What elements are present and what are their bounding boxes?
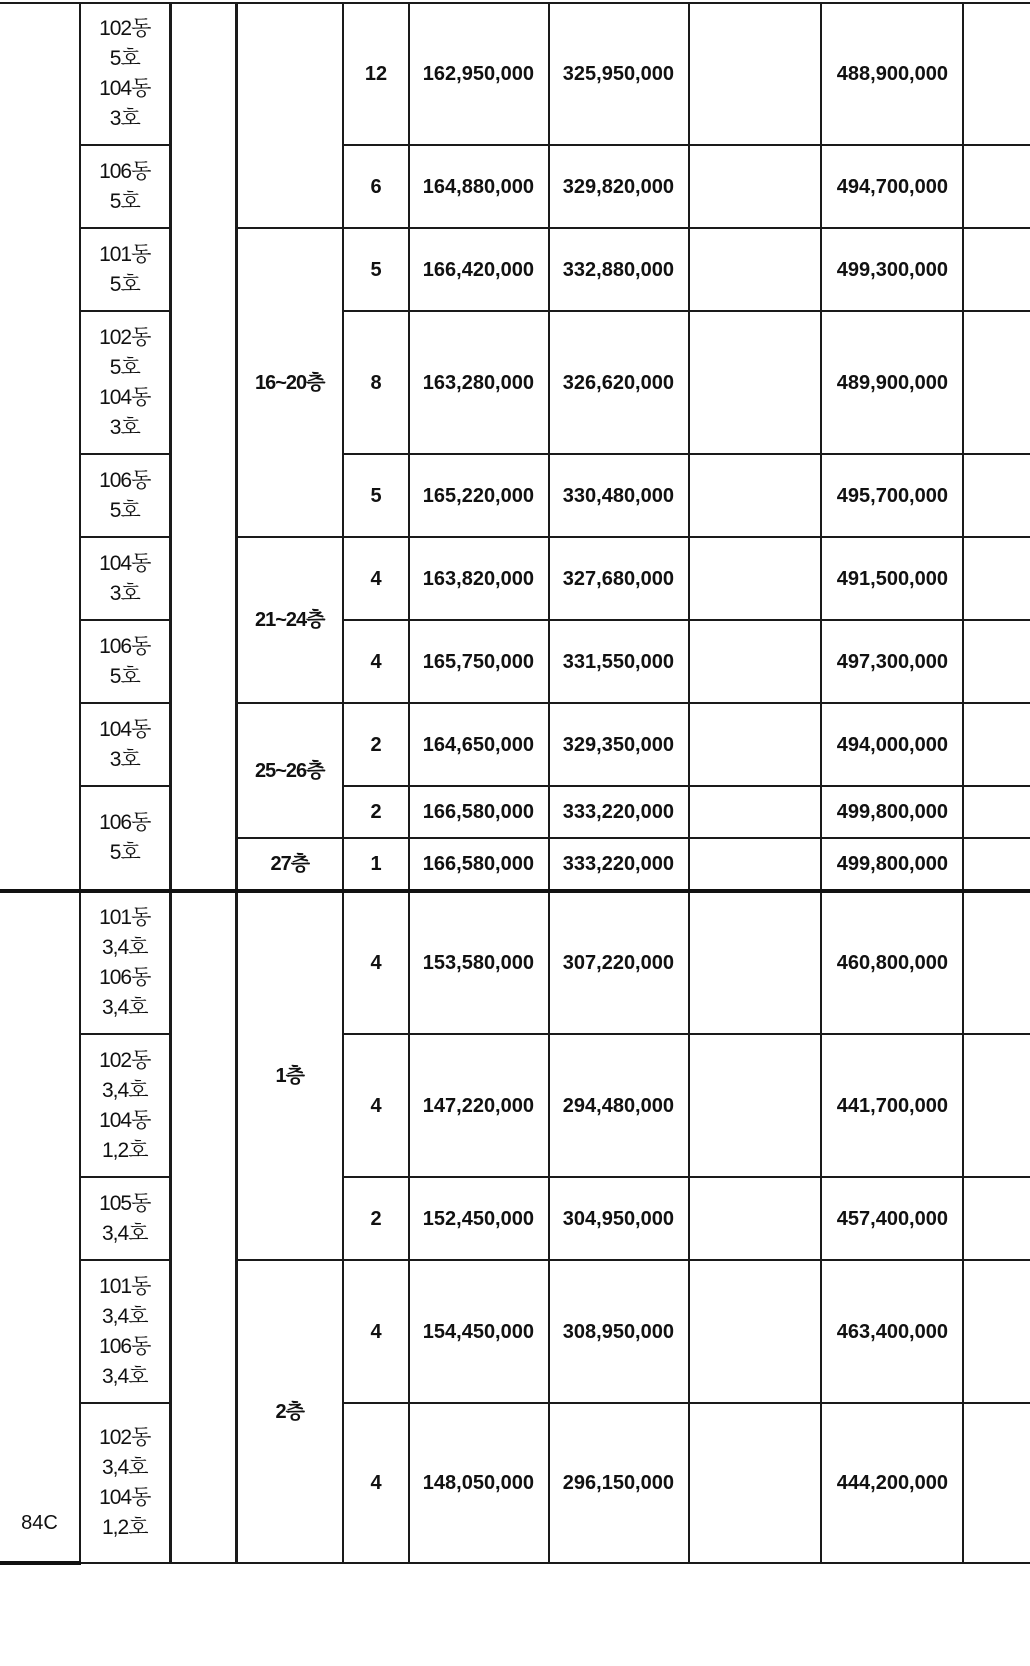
floor-cell xyxy=(236,3,343,228)
building-price-cell: 308,950,000 xyxy=(549,1260,689,1403)
total-price-cell: 497,300,000 xyxy=(821,620,963,703)
count-cell: 4 xyxy=(343,620,409,703)
land-price-cell: 154,450,000 xyxy=(409,1260,549,1403)
building-price-cell: 307,220,000 xyxy=(549,891,689,1034)
total-price-cell: 491,500,000 xyxy=(821,537,963,620)
land-price-cell: 162,950,000 xyxy=(409,3,549,145)
price-table xyxy=(0,2,1030,1565)
unit-cell: 106동 5호 xyxy=(80,786,170,891)
building-price-cell: 331,550,000 xyxy=(549,620,689,703)
land-price-cell: 166,580,000 xyxy=(409,786,549,838)
building-price-cell: 294,480,000 xyxy=(549,1034,689,1177)
table-row xyxy=(0,703,1030,786)
land-price-cell: 153,580,000 xyxy=(409,891,549,1034)
extra-cell xyxy=(963,703,1030,786)
building-price-cell: 296,150,000 xyxy=(549,1403,689,1563)
building-price-cell: 329,820,000 xyxy=(549,145,689,228)
table-row xyxy=(0,145,1030,228)
total-price-cell: 494,700,000 xyxy=(821,145,963,228)
unit-cell: 101동 3,4호 106동 3,4호 xyxy=(80,891,170,1034)
vat-cell xyxy=(689,703,821,786)
type-cell: 84C xyxy=(0,891,80,1563)
floor-cell: 25~26층 xyxy=(236,703,343,838)
total-price-cell: 489,900,000 xyxy=(821,311,963,454)
total-price-cell: 444,200,000 xyxy=(821,1403,963,1563)
blank-column-cell xyxy=(170,891,236,1563)
count-cell: 2 xyxy=(343,703,409,786)
floor-cell: 27층 xyxy=(236,838,343,891)
land-price-cell: 148,050,000 xyxy=(409,1403,549,1563)
vat-cell xyxy=(689,311,821,454)
type-cell xyxy=(0,3,80,891)
unit-cell: 102동 3,4호 104동 1,2호 xyxy=(80,1403,170,1563)
count-cell: 5 xyxy=(343,228,409,311)
extra-cell xyxy=(963,454,1030,537)
total-price-cell: 457,400,000 xyxy=(821,1177,963,1260)
vat-cell xyxy=(689,786,821,838)
extra-cell xyxy=(963,1177,1030,1260)
total-price-cell: 495,700,000 xyxy=(821,454,963,537)
building-price-cell: 327,680,000 xyxy=(549,537,689,620)
table-row xyxy=(0,311,1030,454)
blank-column-cell xyxy=(170,3,236,891)
count-cell: 4 xyxy=(343,537,409,620)
floor-cell: 21~24층 xyxy=(236,537,343,703)
count-cell: 6 xyxy=(343,145,409,228)
extra-cell xyxy=(963,786,1030,838)
vat-cell xyxy=(689,1260,821,1403)
extra-cell xyxy=(963,537,1030,620)
vat-cell xyxy=(689,3,821,145)
land-price-cell: 166,420,000 xyxy=(409,228,549,311)
floor-cell: 16~20층 xyxy=(236,228,343,537)
unit-cell: 102동 5호 104동 3호 xyxy=(80,311,170,454)
total-price-cell: 494,000,000 xyxy=(821,703,963,786)
vat-cell xyxy=(689,1177,821,1260)
table-row xyxy=(0,537,1030,620)
vat-cell xyxy=(689,1403,821,1563)
vat-cell xyxy=(689,891,821,1034)
extra-cell xyxy=(963,838,1030,891)
count-cell: 5 xyxy=(343,454,409,537)
vat-cell xyxy=(689,145,821,228)
table-row xyxy=(0,1403,1030,1563)
unit-cell: 106동 5호 xyxy=(80,145,170,228)
unit-cell: 104동 3호 xyxy=(80,703,170,786)
vat-cell xyxy=(689,454,821,537)
count-cell: 4 xyxy=(343,1403,409,1563)
extra-cell xyxy=(963,620,1030,703)
table-row xyxy=(0,620,1030,703)
count-cell: 4 xyxy=(343,891,409,1034)
extra-cell xyxy=(963,1260,1030,1403)
count-cell: 12 xyxy=(343,3,409,145)
land-price-cell: 152,450,000 xyxy=(409,1177,549,1260)
unit-cell: 106동 5호 xyxy=(80,454,170,537)
table-row xyxy=(0,1260,1030,1403)
total-price-cell: 499,800,000 xyxy=(821,838,963,891)
floor-cell: 2층 xyxy=(236,1260,343,1563)
unit-cell: 105동 3,4호 xyxy=(80,1177,170,1260)
building-price-cell: 326,620,000 xyxy=(549,311,689,454)
total-price-cell: 488,900,000 xyxy=(821,3,963,145)
extra-cell xyxy=(963,145,1030,228)
land-price-cell: 165,750,000 xyxy=(409,620,549,703)
count-cell: 2 xyxy=(343,1177,409,1260)
total-price-cell: 499,800,000 xyxy=(821,786,963,838)
land-price-cell: 165,220,000 xyxy=(409,454,549,537)
unit-cell: 102동 5호 104동 3호 xyxy=(80,3,170,145)
count-cell: 8 xyxy=(343,311,409,454)
table-row xyxy=(0,891,1030,1034)
land-price-cell: 147,220,000 xyxy=(409,1034,549,1177)
building-price-cell: 329,350,000 xyxy=(549,703,689,786)
unit-cell: 101동 5호 xyxy=(80,228,170,311)
table-row xyxy=(0,1177,1030,1260)
land-price-cell: 166,580,000 xyxy=(409,838,549,891)
building-price-cell: 325,950,000 xyxy=(549,3,689,145)
vat-cell xyxy=(689,838,821,891)
total-price-cell: 463,400,000 xyxy=(821,1260,963,1403)
land-price-cell: 163,280,000 xyxy=(409,311,549,454)
table-row xyxy=(0,3,1030,145)
count-cell: 4 xyxy=(343,1034,409,1177)
building-price-cell: 330,480,000 xyxy=(549,454,689,537)
land-price-cell: 164,650,000 xyxy=(409,703,549,786)
unit-cell: 104동 3호 xyxy=(80,537,170,620)
extra-cell xyxy=(963,311,1030,454)
count-cell: 2 xyxy=(343,786,409,838)
building-price-cell: 332,880,000 xyxy=(549,228,689,311)
extra-cell xyxy=(963,228,1030,311)
total-price-cell: 441,700,000 xyxy=(821,1034,963,1177)
table-row xyxy=(0,786,1030,838)
total-price-cell: 460,800,000 xyxy=(821,891,963,1034)
total-price-cell: 499,300,000 xyxy=(821,228,963,311)
count-cell: 4 xyxy=(343,1260,409,1403)
vat-cell xyxy=(689,1034,821,1177)
building-price-cell: 333,220,000 xyxy=(549,786,689,838)
vat-cell xyxy=(689,537,821,620)
vat-cell xyxy=(689,228,821,311)
count-cell: 1 xyxy=(343,838,409,891)
floor-cell: 1층 xyxy=(236,891,343,1260)
land-price-cell: 163,820,000 xyxy=(409,537,549,620)
extra-cell xyxy=(963,1403,1030,1563)
building-price-cell: 333,220,000 xyxy=(549,838,689,891)
vat-cell xyxy=(689,620,821,703)
extra-cell xyxy=(963,3,1030,145)
building-price-cell: 304,950,000 xyxy=(549,1177,689,1260)
table-row xyxy=(0,454,1030,537)
extra-cell xyxy=(963,1034,1030,1177)
table-row xyxy=(0,228,1030,311)
unit-cell: 101동 3,4호 106동 3,4호 xyxy=(80,1260,170,1403)
extra-cell xyxy=(963,891,1030,1034)
unit-cell: 102동 3,4호 104동 1,2호 xyxy=(80,1034,170,1177)
table-row xyxy=(0,1034,1030,1177)
unit-cell: 106동 5호 xyxy=(80,620,170,703)
land-price-cell: 164,880,000 xyxy=(409,145,549,228)
